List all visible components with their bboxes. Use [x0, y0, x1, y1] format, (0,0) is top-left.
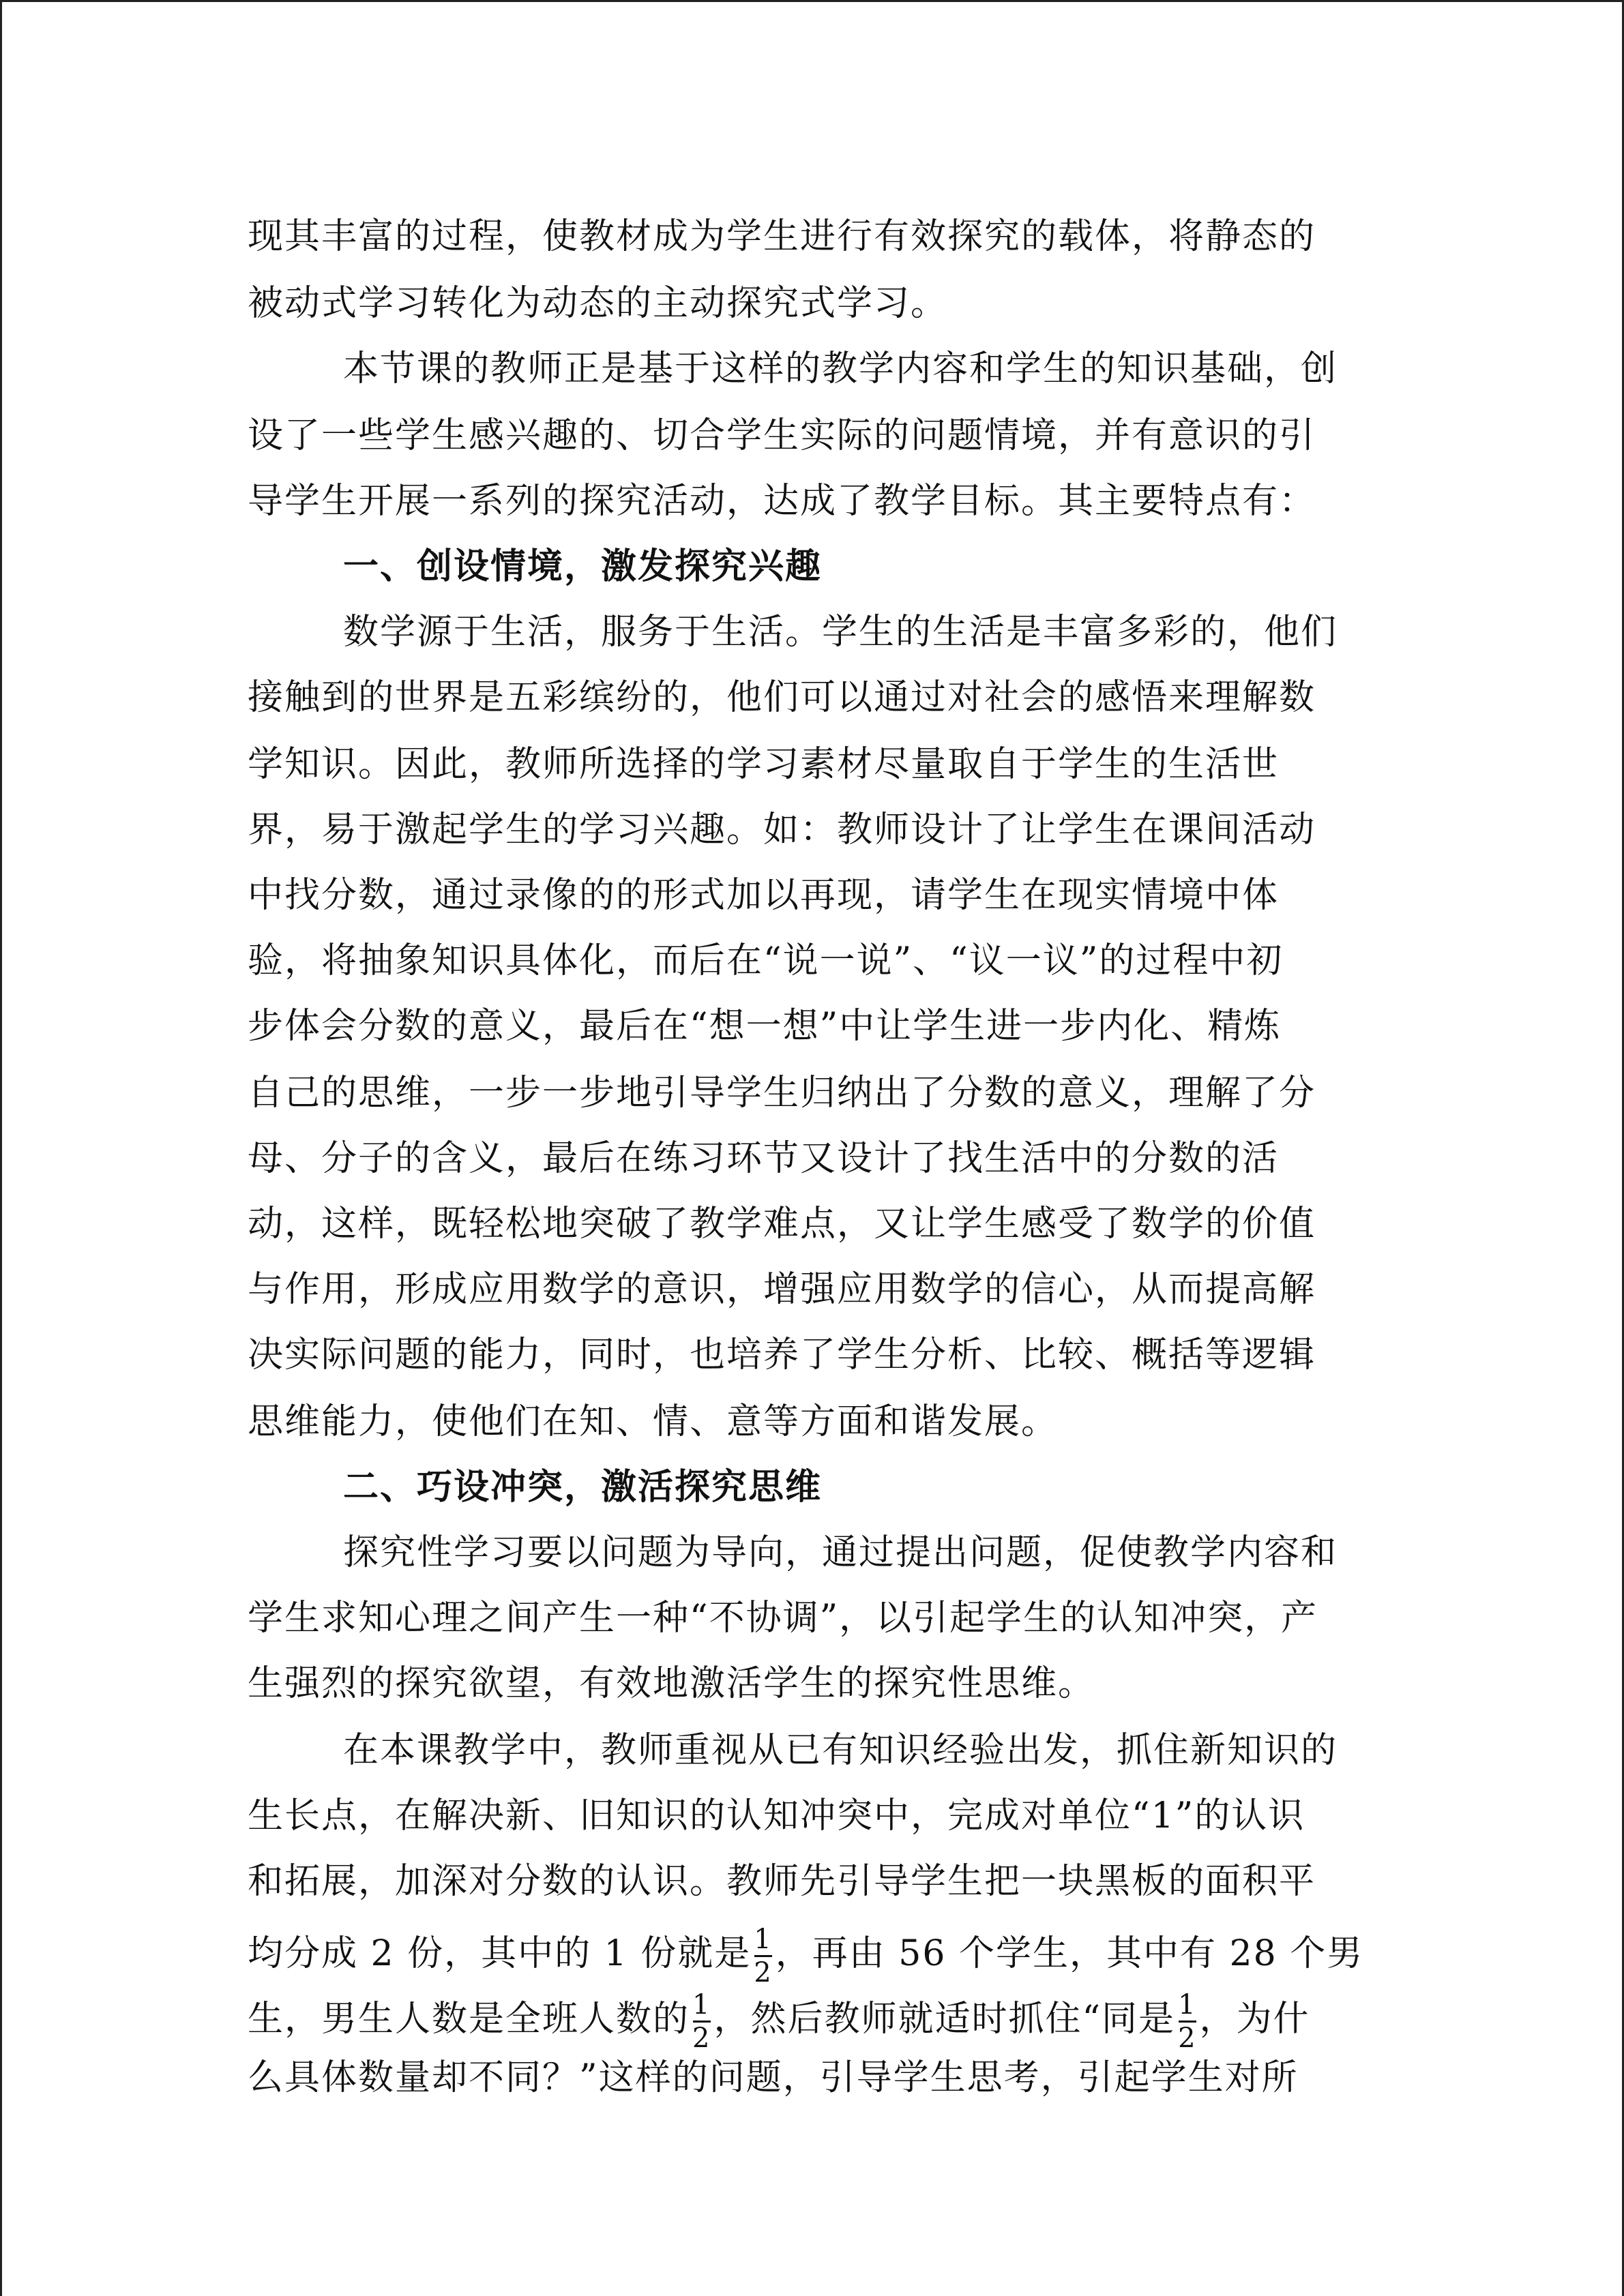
section-heading-1: 一、创设情境，激发探究兴趣: [343, 546, 823, 587]
text-line: 学知识。因此，教师所选择的学习素材尽量取自于学生的生活世: [248, 744, 1280, 785]
text-line: 思维能力，使他们在知、情、意等方面和谐发展。: [248, 1401, 1059, 1442]
text-line: 设了一些学生感兴趣的、切合学生实际的问题情境，并有意识的引: [248, 415, 1316, 456]
fraction-numerator: 1: [1178, 1989, 1197, 2021]
fraction-one-half: [1178, 1991, 1196, 2053]
text-line: 步体会分数的意义，最后在“想一想”中让学生进一步内化、精炼: [248, 1006, 1282, 1047]
text-line: 探究性学习要以问题为导向，通过提出问题，促使教学内容和: [343, 1532, 1338, 1573]
text-line: 自己的思维，一步一步地引导学生归纳出了分数的意义，理解了分: [248, 1073, 1316, 1114]
fraction-denominator: 2: [1178, 2023, 1197, 2054]
text-segment: ，为什: [1199, 1999, 1310, 2040]
text-line: 在本课教学中，教师重视从已有知识经验出发，抓住新知识的: [343, 1730, 1338, 1771]
text-line: 生长点，在解决新、旧知识的认知冲突中，完成对单位“1”的认识: [248, 1795, 1305, 1836]
section-heading-2: 二、巧设冲突，激活探究思维: [343, 1467, 823, 1508]
text-line-with-fraction: [248, 1924, 1364, 1988]
text-line: 被动式学习转化为动态的主动探究式学习。: [248, 283, 948, 324]
fraction-numerator: 1: [754, 1924, 773, 1955]
text-line: 动，这样，既轻松地突破了教学难点，又让学生感受了数学的价值: [248, 1204, 1316, 1244]
fraction-one-half: [754, 1925, 772, 1987]
text-segment: 均分成 2 份，其中的 1 份就是: [248, 1933, 752, 1974]
text-line: 现其丰富的过程，使教材成为学生进行有效探究的载体，将静态的: [248, 216, 1316, 257]
text-line: 母、分子的含义，最后在练习环节又设计了找生活中的分数的活: [248, 1138, 1280, 1179]
text-line: 本节课的教师正是基于这样的教学内容和学生的知识基础，创: [343, 348, 1338, 389]
text-segment: ，再由 56 个学生，其中有 28 个男: [775, 1933, 1364, 1974]
text-line: 接触到的世界是五彩缤纷的，他们可以通过对社会的感悟来理解数: [248, 677, 1316, 718]
text-line: 和拓展，加深对分数的认识。教师先引导学生把一块黑板的面积平: [248, 1861, 1316, 1902]
text-line: 么具体数量却不同？”这样的问题，引导学生思考，引起学生对所: [248, 2057, 1299, 2098]
text-line: 数学源于生活，服务于生活。学生的生活是丰富多彩的，他们: [343, 612, 1338, 653]
text-line: 界，易于激起学生的学习兴趣。如：教师设计了让学生在课间活动: [248, 809, 1316, 850]
text-segment: ，然后教师就适时抓住“同是: [713, 1999, 1176, 2040]
text-line: 学生求知心理之间产生一种“不协调”，以引起学生的认知冲突，产: [248, 1598, 1318, 1639]
text-segment: 生，男生人数是全班人数的: [248, 1999, 690, 2040]
text-line: 中找分数，通过录像的的形式加以再现，请学生在现实情境中体: [248, 875, 1280, 916]
text-line: 决实际问题的能力，同时，也培养了学生分析、比较、概括等逻辑: [248, 1335, 1316, 1375]
text-line: 与作用，形成应用数学的意识，增强应用数学的信心，从而提高解: [248, 1269, 1316, 1310]
fraction-one-half: [692, 1991, 711, 2053]
fraction-denominator: 2: [754, 1957, 773, 1988]
text-line: 导学生开展一系列的探究活动，达成了教学目标。其主要特点有：: [248, 481, 1316, 522]
text-line: 生强烈的探究欲望，有效地激活学生的探究性思维。: [248, 1663, 1095, 1704]
fraction-numerator: 1: [692, 1989, 711, 2021]
text-line-with-fraction: [248, 1989, 1310, 2054]
fraction-denominator: 2: [692, 2023, 711, 2054]
text-line: 验，将抽象知识具体化，而后在“说一说”、“议一议”的过程中初: [248, 940, 1284, 981]
